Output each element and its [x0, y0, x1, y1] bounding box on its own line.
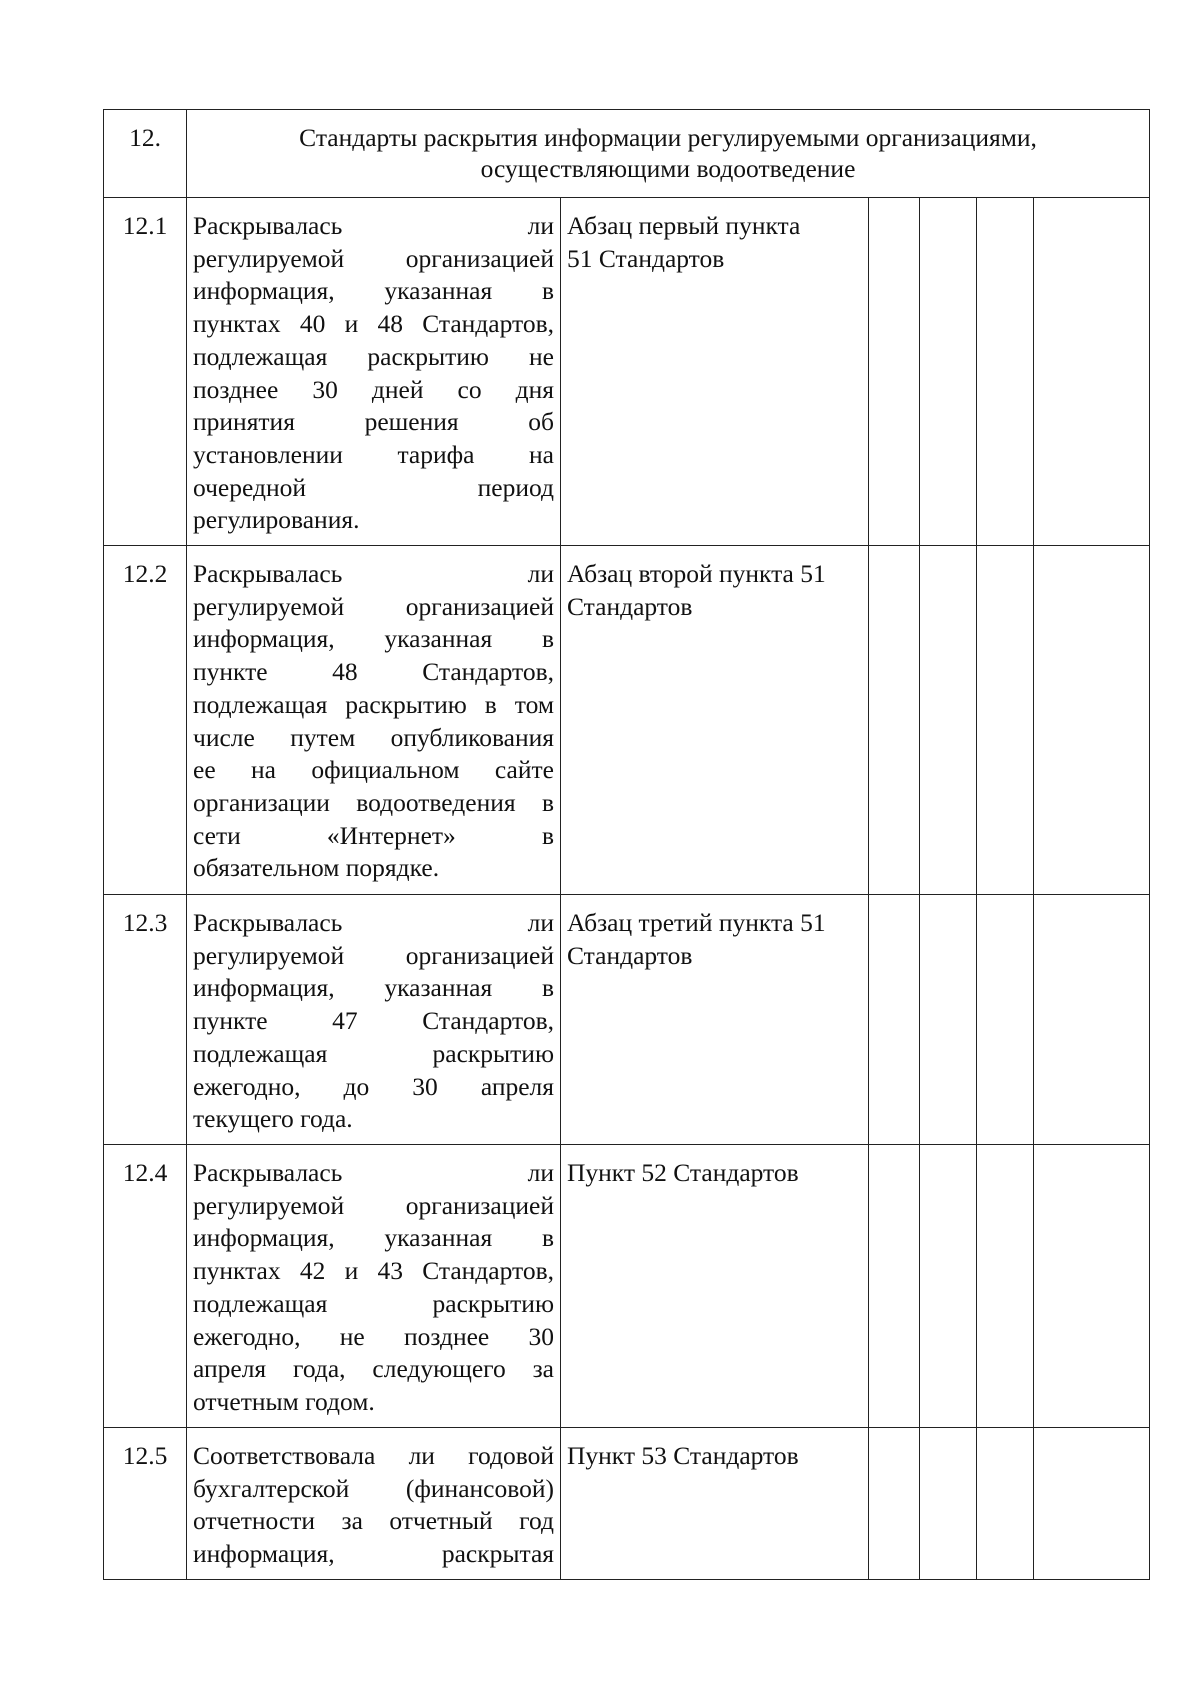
question-line: ежегодно, не позднее 30 [193, 1321, 554, 1351]
table-row [104, 546, 1150, 895]
question-line: пунктах 40 и 48 Стандартов, [193, 309, 554, 339]
answer-yes-cell[interactable] [869, 198, 920, 546]
notes-cell[interactable] [1034, 198, 1150, 546]
row-number: 12.1 [104, 198, 187, 546]
row-number: 12.5 [104, 1428, 187, 1580]
question-line: подлежащая раскрытию не [193, 341, 554, 371]
question-line: регулируемой организацией [193, 940, 554, 970]
table-row [104, 895, 1150, 1145]
basis-line: Абзац третий пункта 51 [567, 908, 826, 937]
legal-basis [561, 895, 869, 1145]
question-line: апреля года, следующего за [193, 1354, 554, 1384]
question-line: Раскрывалась ли [193, 211, 554, 240]
answer-no-cell[interactable] [920, 1428, 977, 1580]
question-line: сети «Интернет» в [193, 820, 554, 850]
question-line: организации водоотведения в [193, 787, 554, 817]
answer-no-cell[interactable] [920, 546, 977, 895]
section-title-line-1: Стандарты раскрытия информации регулируемыми организациями, [299, 123, 1037, 152]
question-line: информация, указанная в [193, 624, 554, 654]
question-line: числе путем опубликования [193, 722, 554, 752]
answer-no-cell[interactable] [920, 1145, 977, 1428]
legal-basis [561, 198, 869, 546]
question-line: регулируемой организацией [193, 591, 554, 621]
question-line: регулирования. [193, 505, 360, 535]
basis-line: 51 Стандартов [567, 243, 725, 273]
section-title [187, 110, 1150, 198]
notes-cell[interactable] [1034, 1428, 1150, 1580]
question-line: регулируемой организацией [193, 243, 554, 273]
requirement-question [187, 198, 561, 546]
question-line: обязательном порядке. [193, 853, 440, 883]
answer-na-cell[interactable] [977, 198, 1034, 546]
basis-line: Стандартов [567, 591, 693, 621]
requirement-question [187, 1145, 561, 1428]
question-line: принятия решения об [193, 407, 554, 437]
basis-line: Пункт 53 Стандартов [567, 1441, 799, 1470]
question-line: Раскрывалась ли [193, 559, 554, 588]
answer-na-cell[interactable] [977, 1145, 1034, 1428]
notes-cell[interactable] [1034, 1145, 1150, 1428]
question-line: подлежащая раскрытию [193, 1288, 554, 1318]
requirement-question [187, 546, 561, 895]
requirement-question [187, 1428, 561, 1580]
answer-yes-cell[interactable] [869, 546, 920, 895]
question-line: отчетным годом. [193, 1386, 375, 1416]
answer-yes-cell[interactable] [869, 895, 920, 1145]
question-line: информация, указанная в [193, 276, 554, 306]
row-number: 12.2 [104, 546, 187, 895]
answer-na-cell[interactable] [977, 895, 1034, 1145]
question-line: позднее 30 дней со дня [193, 374, 554, 404]
table-row [104, 198, 1150, 546]
legal-basis [561, 1428, 869, 1580]
notes-cell[interactable] [1034, 546, 1150, 895]
section-number: 12. [104, 110, 187, 198]
question-line: подлежащая раскрытию в том [193, 689, 554, 719]
table-row [104, 1428, 1150, 1580]
checklist-table [103, 109, 1150, 1580]
notes-cell[interactable] [1034, 895, 1150, 1145]
question-line: информация, указанная в [193, 973, 554, 1003]
answer-no-cell[interactable] [920, 895, 977, 1145]
question-line: бухгалтерской (финансовой) [193, 1473, 554, 1503]
question-line: информация, раскрытая [193, 1539, 554, 1569]
answer-na-cell[interactable] [977, 546, 1034, 895]
question-line: пункте 48 Стандартов, [193, 657, 554, 687]
question-line: текущего года. [193, 1104, 353, 1134]
question-line: информация, указанная в [193, 1223, 554, 1253]
question-line: подлежащая раскрытию [193, 1038, 554, 1068]
question-line: Соответствовала ли годовой [193, 1441, 554, 1470]
question-line: ежегодно, до 30 апреля [193, 1071, 554, 1101]
question-line: пункте 47 Стандартов, [193, 1006, 554, 1036]
requirement-question [187, 895, 561, 1145]
question-line: Раскрывалась ли [193, 1158, 554, 1187]
row-number: 12.4 [104, 1145, 187, 1428]
legal-basis [561, 1145, 869, 1428]
basis-line: Абзац второй пункта 51 [567, 559, 826, 588]
section-title-line-2: осуществляющими водоотведение [480, 154, 856, 183]
question-line: пунктах 42 и 43 Стандартов, [193, 1256, 554, 1286]
question-line: очередной период [193, 472, 554, 502]
question-line: регулируемой организацией [193, 1190, 554, 1220]
question-line: установлении тарифа на [193, 439, 554, 469]
question-line: отчетности за отчетный год [193, 1506, 554, 1536]
basis-line: Пункт 52 Стандартов [567, 1158, 799, 1187]
table-row [104, 1145, 1150, 1428]
answer-no-cell[interactable] [920, 198, 977, 546]
basis-line: Абзац первый пункта [567, 211, 801, 240]
section-header-row [104, 110, 1150, 198]
answer-na-cell[interactable] [977, 1428, 1034, 1580]
question-line: ее на официальном сайте [193, 755, 554, 785]
answer-yes-cell[interactable] [869, 1428, 920, 1580]
row-number: 12.3 [104, 895, 187, 1145]
question-line: Раскрывалась ли [193, 908, 554, 937]
basis-line: Стандартов [567, 940, 693, 970]
answer-yes-cell[interactable] [869, 1145, 920, 1428]
legal-basis [561, 546, 869, 895]
